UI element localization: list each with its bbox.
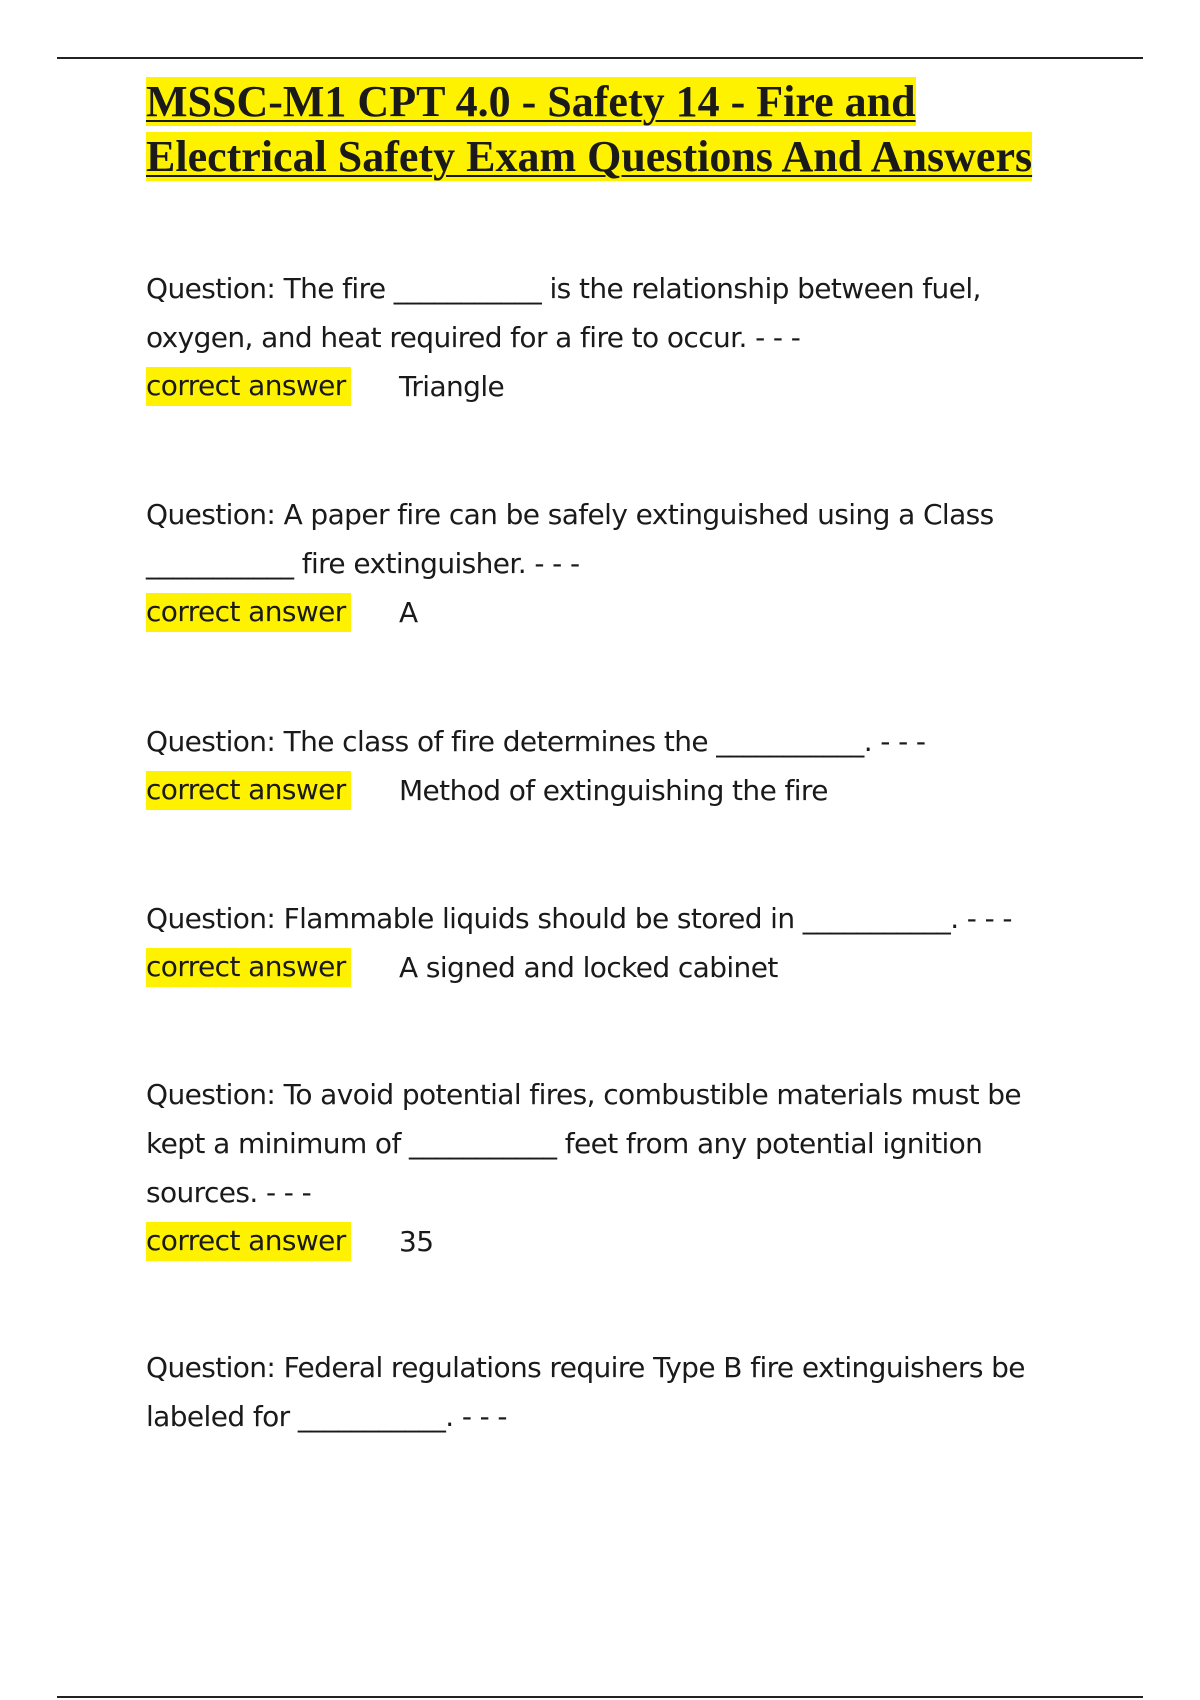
answer-line-3 (146, 766, 1066, 814)
answer-value-3: Method of extinguishing the fire (399, 773, 828, 807)
answer-label-3: correct answer (146, 771, 351, 810)
answer-value-5: 35 (399, 1224, 434, 1258)
qa-item-5 (146, 1070, 1066, 1265)
answer-label-5: correct answer (146, 1222, 351, 1261)
question-4: Question: Flammable liquids should be stored in ___________. - - - (146, 902, 1012, 935)
top-rule (57, 57, 1143, 59)
answer-line-4 (146, 943, 1066, 991)
answer-line-1 (146, 362, 1066, 410)
answer-value-4: A signed and locked cabinet (399, 950, 778, 984)
answer-line-2 (146, 588, 1066, 636)
qa-item-3 (146, 717, 1066, 814)
page-title (146, 74, 1046, 184)
answer-label-1: correct answer (146, 367, 351, 406)
answer-label-2: correct answer (146, 593, 351, 632)
qa-item-1 (146, 264, 1066, 410)
bottom-rule (57, 1696, 1143, 1698)
question-6: Question: Federal regulations require Type B fire extinguishers be labeled for ___________. - - - (146, 1351, 1025, 1433)
qa-item-2 (146, 490, 1066, 636)
question-2: Question: A paper fire can be safely extinguished using a Class ___________ fire extinguisher. - - - (146, 498, 994, 580)
qa-item-4 (146, 894, 1066, 991)
question-3: Question: The class of fire determines the ___________. - - - (146, 725, 926, 758)
answer-line-5 (146, 1217, 1066, 1265)
question-1: Question: The fire ___________ is the relationship between fuel, oxygen, and heat required for a fire to occur. - - - (146, 272, 981, 354)
qa-item-6 (146, 1343, 1066, 1441)
answer-value-1: Triangle (399, 369, 505, 403)
question-5: Question: To avoid potential fires, combustible materials must be kept a minimum of ___________ feet from any potential ignition sources. - - - (146, 1078, 1022, 1209)
page-title-text: MSSC-M1 CPT 4.0 - Safety 14 - Fire and Electrical Safety Exam Questions And Answers (146, 77, 1033, 181)
answer-value-2: A (399, 595, 418, 629)
answer-label-4: correct answer (146, 948, 351, 987)
